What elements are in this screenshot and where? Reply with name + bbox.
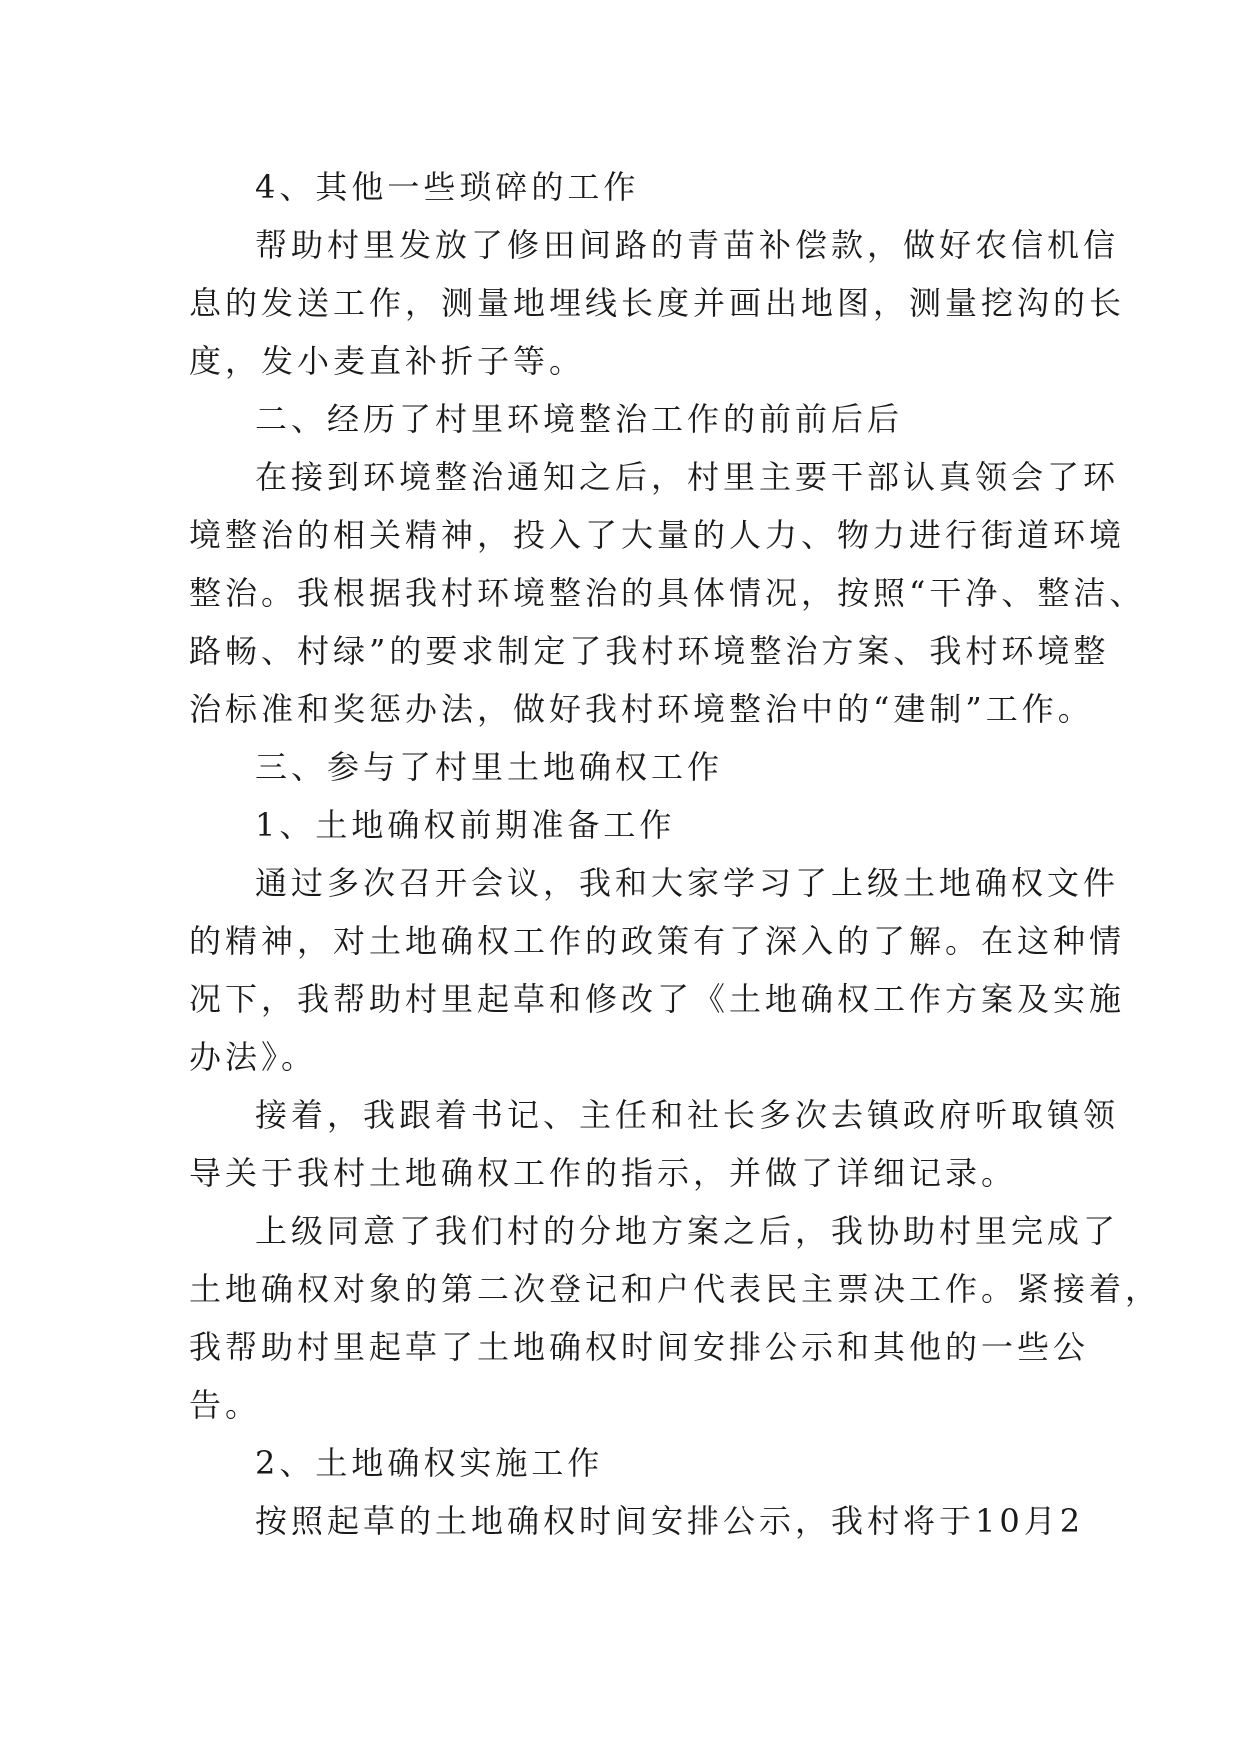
section-heading-3: 三、参与了村里土地确权工作	[255, 748, 724, 786]
paragraph-line: 我帮助村里起草了土地确权时间安排公示和其他的一些公	[189, 1328, 1090, 1366]
paragraph-line: 上级同意了我们村的分地方案之后，我协助村里完成了	[255, 1212, 1120, 1250]
paragraph-line: 导关于我村土地确权工作的指示，并做了详细记录。	[189, 1154, 1018, 1192]
paragraph-line: 通过多次召开会议，我和大家学习了上级土地确权文件	[255, 864, 1120, 902]
document-body	[189, 158, 1162, 1550]
paragraph-line: 息的发送工作，测量地埋线长度并画出地图，测量挖沟的长	[189, 284, 1126, 322]
paragraph-line: 度，发小麦直补折子等。	[189, 342, 586, 380]
paragraph-line: 境整治的相关精神，投入了大量的人力、物力进行街道环境	[189, 516, 1126, 554]
paragraph-line: 告。	[189, 1386, 262, 1424]
paragraph-line: 办法》。	[189, 1038, 318, 1076]
paragraph-line: 在接到环境整治通知之后，村里主要干部认真领会了环	[255, 458, 1120, 496]
paragraph-line: 接着，我跟着书记、主任和社长多次去镇政府听取镇领	[255, 1096, 1120, 1134]
paragraph-line: 路畅、村绿”的要求制定了我村环境整治方案、我村环境整	[189, 632, 1110, 670]
paragraph-line: 按照起草的土地确权时间安排公示，我村将于10月2	[255, 1502, 1085, 1540]
paragraph-line: 的精神，对土地确权工作的政策有了深入的了解。在这种情	[189, 922, 1126, 960]
paragraph-line: 整治。我根据我村环境整治的具体情况，按照“干净、整洁、	[189, 574, 1146, 612]
subheading-1: 1、土地确权前期准备工作	[255, 806, 676, 844]
paragraph-line: 况下，我帮助村里起草和修改了《土地确权工作方案及实施	[189, 980, 1126, 1018]
section-heading-2: 二、经历了村里环境整治工作的前前后后	[255, 400, 904, 438]
paragraph-line: 土地确权对象的第二次登记和户代表民主票决工作。紧接着，	[189, 1270, 1162, 1308]
paragraph-line: 治标准和奖惩办法，做好我村环境整治中的“建制”工作。	[189, 690, 1094, 728]
paragraph-line: 帮助村里发放了修田间路的青苗补偿款，做好农信机信	[255, 226, 1120, 264]
subheading-2: 2、土地确权实施工作	[255, 1444, 604, 1482]
heading-item-4: 4、其他一些琐碎的工作	[255, 168, 640, 206]
